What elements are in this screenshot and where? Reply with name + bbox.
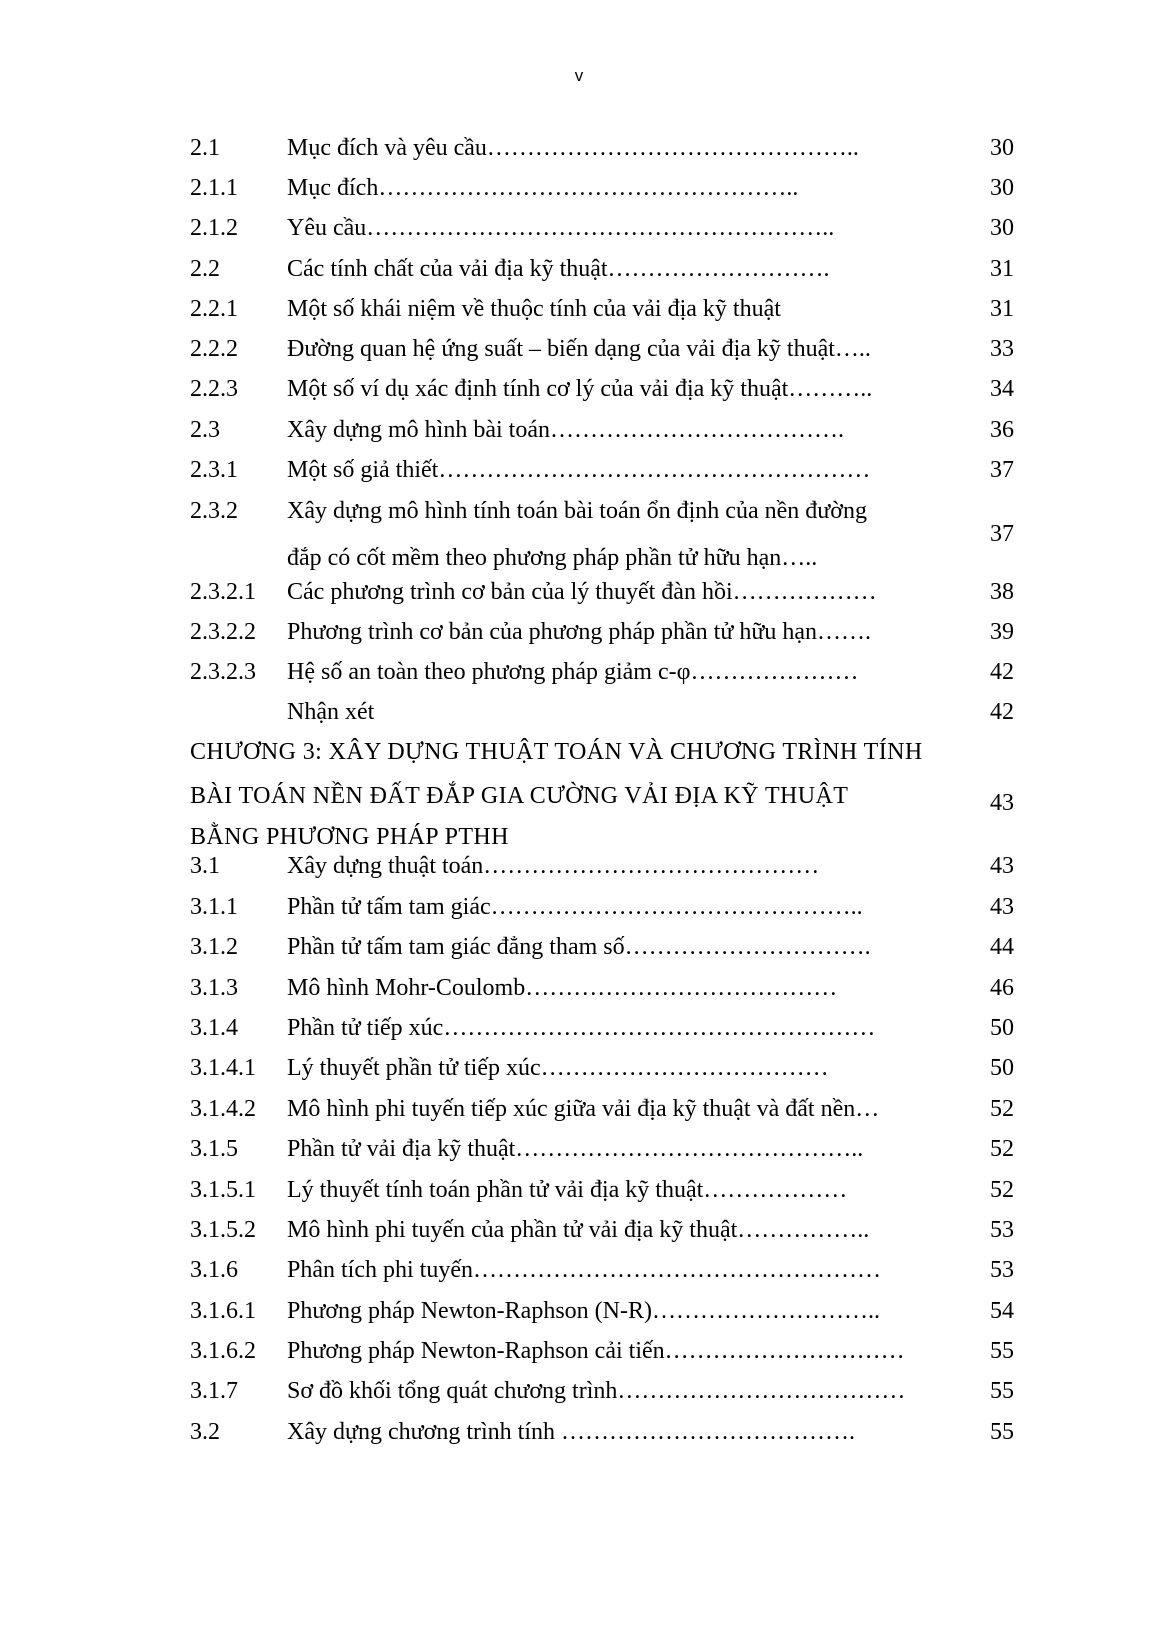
toc-entry-title: Phương pháp Newton-Raphson (N-R)……………………….. — [287, 1298, 880, 1324]
toc-entry-page: 37 — [990, 457, 1014, 483]
toc-entry-page: 52 — [990, 1096, 1014, 1122]
toc-entry-page: 50 — [990, 1015, 1014, 1041]
toc-entry-number: 2.2.2 — [190, 336, 238, 362]
toc-entry-page: 53 — [990, 1217, 1014, 1243]
toc-entry-page: 50 — [990, 1055, 1014, 1081]
toc-entry-number: 2.1 — [190, 135, 220, 161]
chapter-heading-line-3: BẰNG PHƯƠNG PHÁP PTHH — [190, 824, 509, 850]
toc-entry — [0, 1412, 1158, 1452]
toc-entry-number: 2.3.1 — [190, 457, 238, 483]
toc-entry-number: 3.1.2 — [190, 934, 238, 960]
toc-entry-number: 3.1.5.2 — [190, 1217, 256, 1243]
toc-entry — [0, 1008, 1158, 1048]
toc-entry-page: 54 — [990, 1298, 1014, 1324]
toc-entry — [0, 1371, 1158, 1411]
toc-entry-title: Đường quan hệ ứng suất – biến dạng của vải địa kỹ thuật….. — [287, 336, 871, 362]
toc-entry-number: 2.3.2.2 — [190, 619, 256, 645]
toc-entry-title: Phần tử tấm tam giác……………………………………….. — [287, 894, 863, 920]
toc-entry-title: Một số ví dụ xác định tính cơ lý của vải địa kỹ thuật……….. — [287, 376, 873, 402]
toc-entry-title: Lý thuyết tính toán phần tử vải địa kỹ thuật……………… — [287, 1177, 848, 1203]
toc-entry-title: Các phương trình cơ bản của lý thuyết đàn hồi……………… — [287, 579, 877, 605]
toc-entry-number: 3.1.6.2 — [190, 1338, 256, 1364]
toc-entry-number: 3.1.7 — [190, 1378, 238, 1404]
toc-entry-title: Hệ số an toàn theo phương pháp giảm c-φ………………… — [287, 659, 859, 685]
toc-entry — [0, 887, 1158, 927]
toc-entry-title: Sơ đồ khối tổng quát chương trình……………………………… — [287, 1378, 906, 1404]
toc-entry-title: Một số khái niệm về thuộc tính của vải địa kỹ thuật — [287, 296, 781, 322]
toc-entry-number: 2.3 — [190, 417, 220, 443]
toc-entry-title: Mô hình Mohr-Coulomb………………………………… — [287, 975, 838, 1001]
toc-entry — [0, 612, 1158, 652]
toc-entry — [0, 1129, 1158, 1169]
toc-entry-number: 2.1.2 — [190, 215, 238, 241]
toc-entry — [0, 410, 1158, 450]
toc-entry — [0, 329, 1158, 369]
toc-entry-title: Một số giả thiết……………………………………………… — [287, 457, 871, 483]
toc-entry-title: Mô hình phi tuyến tiếp xúc giữa vải địa kỹ thuật và đất nền… — [287, 1096, 880, 1122]
toc-entry-page: 44 — [990, 934, 1014, 960]
toc-entry-page: 31 — [990, 296, 1014, 322]
toc-entry — [0, 1331, 1158, 1371]
toc-entry — [0, 1291, 1158, 1331]
toc-entry-title: Phương pháp Newton-Raphson cải tiến………………………… — [287, 1338, 905, 1364]
chapter-heading-line-2: BÀI TOÁN NỀN ĐẤT ĐẮP GIA CƯỜNG VẢI ĐỊA KỸ THUẬT — [190, 783, 849, 809]
chapter-heading-line-1: CHƯƠNG 3: XÂY DỰNG THUẬT TOÁN VÀ CHƯƠNG TRÌNH TÍNH — [190, 739, 923, 765]
toc-entry — [0, 289, 1158, 329]
toc-entry-page: 31 — [990, 256, 1014, 282]
toc-entry-page: 39 — [990, 619, 1014, 645]
toc-entry-number: 3.1.5 — [190, 1136, 238, 1162]
toc-entry-page: 55 — [990, 1419, 1014, 1445]
toc-entry-page: 52 — [990, 1136, 1014, 1162]
toc-entry-title: Phân tích phi tuyến…………………………………………… — [287, 1257, 881, 1283]
toc-entry-title: Phương trình cơ bản của phương pháp phần tử hữu hạn……. — [287, 619, 872, 645]
toc-entry — [0, 208, 1158, 248]
toc-entry-page: 42 — [990, 659, 1014, 685]
toc-entry-title: Nhận xét — [287, 699, 375, 725]
toc-entry-number: 3.1.4.2 — [190, 1096, 256, 1122]
toc-entry-title: Mục đích và yêu cầu……………………………………….. — [287, 135, 859, 161]
toc-entry — [0, 846, 1158, 886]
toc-entry-title: Xây dựng chương trình tính ………………………………. — [287, 1419, 856, 1445]
toc-entry-page: 38 — [990, 579, 1014, 605]
page-number: v — [574, 66, 584, 85]
toc-entry-page: 30 — [990, 175, 1014, 201]
toc-entry-number: 2.3.2.1 — [190, 579, 256, 605]
toc-entry-page: 55 — [990, 1378, 1014, 1404]
toc-entry-multiline — [0, 491, 1158, 531]
toc-entry — [0, 927, 1158, 967]
toc-entry-page: 43 — [990, 853, 1014, 879]
toc-entry — [0, 1210, 1158, 1250]
toc-entry-number: 2.2 — [190, 256, 220, 282]
toc-entry-page: 34 — [990, 376, 1014, 402]
chapter-heading-page: 43 — [990, 790, 1014, 816]
toc-entry-number: 3.1.6.1 — [190, 1298, 256, 1324]
toc-entry — [0, 450, 1158, 490]
toc-entry-number: 2.3.2.3 — [190, 659, 256, 685]
toc-entry-page: 30 — [990, 135, 1014, 161]
toc-entry-title: Mô hình phi tuyến của phần tử vải địa kỹ thuật…………….. — [287, 1217, 870, 1243]
toc-entry-page: 37 — [990, 521, 1014, 547]
toc-entry-title: Phần tử tiếp xúc……………………………………………… — [287, 1015, 876, 1041]
toc-entry-page: 42 — [990, 699, 1014, 725]
toc-entry-title-line-1: Xây dựng mô hình tính toán bài toán ổn định của nền đường — [287, 498, 867, 524]
toc-entry-number: 3.1.6 — [190, 1257, 238, 1283]
toc-entry-page: 55 — [990, 1338, 1014, 1364]
toc-entry-number: 3.1.4 — [190, 1015, 238, 1041]
toc-entry — [0, 168, 1158, 208]
toc-entry-page: 46 — [990, 975, 1014, 1001]
toc-entry-title: Mục đích…………………………………………….. — [287, 175, 799, 201]
toc-entry-page: 33 — [990, 336, 1014, 362]
toc-entry — [0, 249, 1158, 289]
toc-entry — [0, 968, 1158, 1008]
toc-entry-number: 2.2.1 — [190, 296, 238, 322]
toc-entry-title: Các tính chất của vải địa kỹ thuật………………………. — [287, 256, 830, 282]
toc-entry — [0, 572, 1158, 612]
toc-entry-title: Xây dựng mô hình bài toán………………………………. — [287, 417, 844, 443]
toc-entry — [0, 652, 1158, 692]
toc-entry-number: 3.1.3 — [190, 975, 238, 1001]
toc-entry-page: 36 — [990, 417, 1014, 443]
toc-entry-title: Xây dựng thuật toán…………………………………… — [287, 853, 820, 879]
toc-entry-title: Lý thuyết phần tử tiếp xúc……………………………… — [287, 1055, 829, 1081]
toc-entry-number: 2.2.3 — [190, 376, 238, 402]
toc-entry — [0, 692, 1158, 732]
toc-entry-page: 43 — [990, 894, 1014, 920]
toc-entry-number: 2.1.1 — [190, 175, 238, 201]
toc-entry-title: Phần tử tấm tam giác đẳng tham số…………………………. — [287, 934, 871, 960]
toc-entry-title: Phần tử vải địa kỹ thuật…………………………………….. — [287, 1136, 864, 1162]
toc-entry — [0, 369, 1158, 409]
toc-entry-title-line-2: đắp có cốt mềm theo phương pháp phần tử hữu hạn….. — [287, 545, 818, 571]
toc-entry-number: 3.2 — [190, 1419, 220, 1445]
toc-entry-number: 3.1.4.1 — [190, 1055, 256, 1081]
toc-entry-number: 2.3.2 — [190, 498, 238, 524]
toc-entry-number: 3.1.1 — [190, 894, 238, 920]
toc-entry-page: 30 — [990, 215, 1014, 241]
toc-entry-number: 3.1.5.1 — [190, 1177, 256, 1203]
toc-entry — [0, 1170, 1158, 1210]
toc-entry-page: 52 — [990, 1177, 1014, 1203]
toc-entry-title: Yêu cầu………………………………………………….. — [287, 215, 835, 241]
toc-entry — [0, 1089, 1158, 1129]
toc-entry — [0, 1250, 1158, 1290]
toc-entry-page: 53 — [990, 1257, 1014, 1283]
toc-entry — [0, 1048, 1158, 1088]
toc-entry — [0, 128, 1158, 168]
toc-entry-number: 3.1 — [190, 853, 220, 879]
